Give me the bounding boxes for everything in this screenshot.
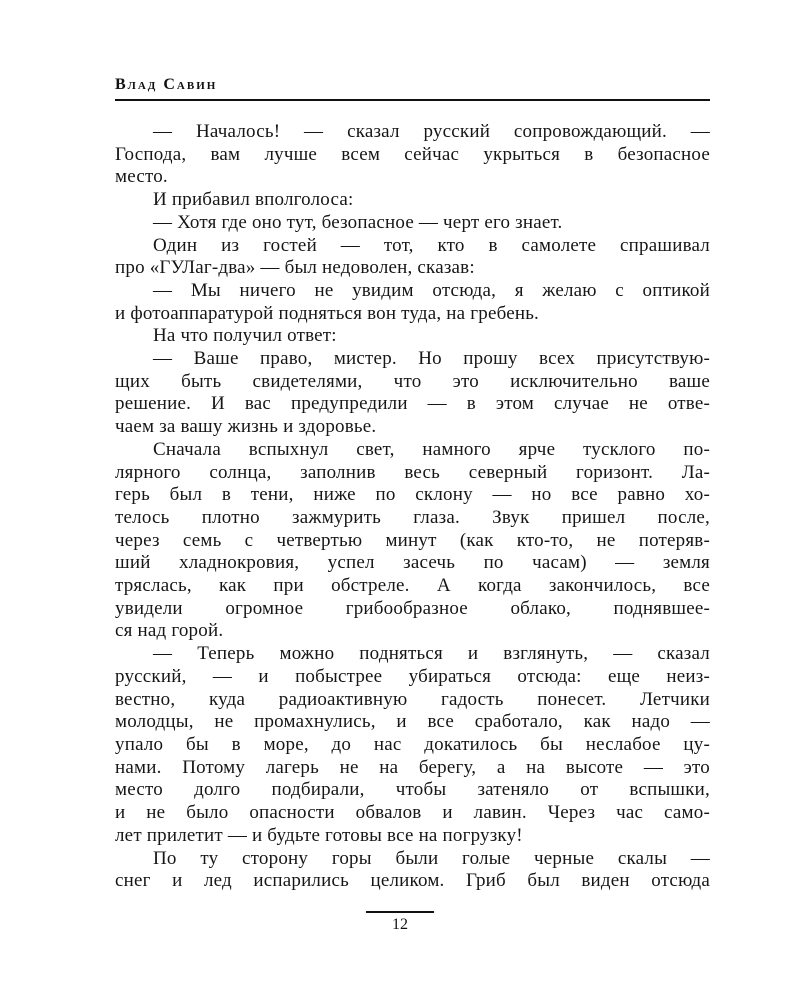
text-line: увидели огромное грибообразное облако, поднявшее- [115,597,710,619]
text-line: щих быть свидетелями, что это исключительно ваше [115,370,710,392]
author-header: Влад Савин [115,76,218,93]
text-line: тряслась, как при обстреле. А когда закончилось, все [115,575,710,597]
text-line: место долго подбирали, чтобы затеняло от вспышки, [115,779,710,801]
text-line: через семь с четвертью минут (как кто-то, не потеряв- [115,529,710,551]
text-line: лет прилетит — и будьте готовы все на погрузку! [115,824,523,846]
body-text [115,121,710,893]
text-line: чаем за вашу жизнь и здоровье. [115,416,377,438]
text-line: вестно, куда радиоактивную гадость понесет. Летчики [115,688,710,710]
text-line: По ту сторону горы были голые черные скалы — [153,847,710,869]
header-rule [115,99,710,101]
text-line: про «ГУЛаг-два» — был недоволен, сказав: [115,257,475,279]
text-line: молодцы, не промахнулись, и все сработало, как надо — [115,711,710,733]
text-line: и фотоаппаратурой подняться вон туда, на гребень. [115,302,540,324]
text-line: ся над горой. [115,620,224,642]
text-line: снег и лед испарились целиком. Гриб был виден отсюда [115,870,710,892]
text-line: герь был в тени, ниже по склону — но все равно хо- [115,484,710,506]
text-line: решение. И вас предупредили — в этом случае не отве- [115,393,710,415]
text-line: На что получил ответ: [153,325,337,347]
text-line: ший хладнокровия, успел засечь по часам) — земля [115,552,710,574]
text-line: — Теперь можно подняться и взглянуть, — сказал [153,643,710,665]
footer-rule [366,911,434,913]
text-line: упало бы в море, до нас докатилось бы неслабое цу- [115,733,710,755]
text-line: телось плотно зажмурить глаза. Звук пришел после, [115,506,710,528]
text-line: место. [115,166,168,188]
text-line: русский, — и побыстрее убираться отсюда: еще неиз- [115,665,710,687]
text-line: — Ваше право, мистер. Но прошу всех присутствую- [153,348,710,370]
text-line: и не было опасности обвалов и лавин. Через час само- [115,802,710,824]
text-line: Один из гостей — тот, кто в самолете спрашивал [153,234,710,256]
text-line: Господа, вам лучше всем сейчас укрыться в безопасное [115,143,710,165]
text-line: — Мы ничего не увидим отсюда, я желаю с оптикой [153,279,710,301]
text-line: нами. Потому лагерь не на берегу, а на высоте — это [115,756,710,778]
text-line: И прибавил вполголоса: [153,189,354,211]
text-line: — Хотя где оно тут, безопасное — черт его знает. [153,211,563,233]
text-line: — Началось! — сказал русский сопровождающий. — [153,121,710,142]
text-line: лярного солнца, заполнив весь северный горизонт. Ла- [115,461,710,483]
text-line: Сначала вспыхнул свет, намного ярче тусклого по- [153,438,710,460]
page-number: 12 [392,916,408,933]
